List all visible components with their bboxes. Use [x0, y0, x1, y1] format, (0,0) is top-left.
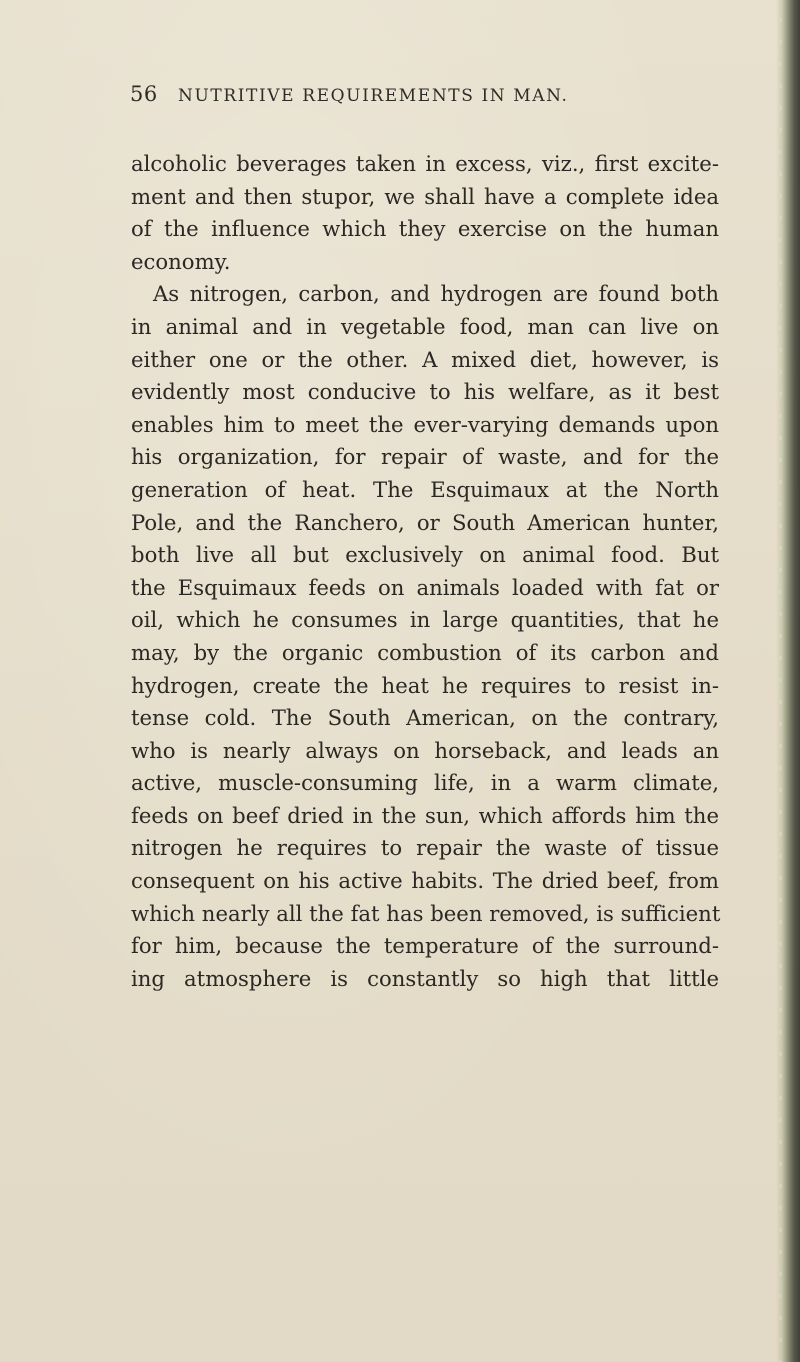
text-line: ing atmosphere is constantly so high that little [131, 965, 719, 991]
text-line: which nearly all the fat has been removed, is sufficient [131, 900, 721, 926]
text-line: may, by the organic combustion of its carbon and [131, 639, 719, 665]
page-edge-texture [779, 0, 782, 1362]
text-line: hydrogen, create the heat he requires to resist in- [131, 672, 719, 698]
text-line: his organization, for repair of waste, and for the [131, 444, 719, 470]
running-head: NUTRITIVE REQUIREMENTS IN MAN. [178, 86, 569, 106]
text-line: of the influence which they exercise on the human [131, 216, 719, 242]
text-line: feeds on beef dried in the sun, which affords him the [131, 802, 719, 828]
page-number: 56 [130, 82, 158, 106]
text-line: consequent on his active habits. The dried beef, from [131, 868, 719, 894]
page-header [130, 82, 770, 114]
text-line: either one or the other. A mixed diet, however, is [131, 346, 719, 372]
text-line: Pole, and the Ranchero, or South American hunter, [131, 509, 719, 535]
text-line: for him, because the temperature of the surround- [131, 933, 719, 959]
text-line: the Esquimaux feeds on animals loaded with fat or [131, 574, 719, 600]
text-line: generation of heat. The Esquimaux at the North [131, 476, 719, 502]
text-line: enables him to meet the ever-varying demands upon [131, 411, 719, 437]
body-text [131, 148, 719, 995]
text-line: economy. [131, 248, 231, 274]
text-line: evidently most conducive to his welfare, as it best [131, 379, 719, 405]
text-line: oil, which he consumes in large quantities, that he [131, 607, 719, 633]
text-line: alcoholic beverages taken in excess, viz., first excite- [131, 151, 719, 176]
text-line: both live all but exclusively on animal food. But [131, 542, 719, 568]
text-line: in animal and in vegetable food, man can live on [131, 313, 719, 339]
text-line: tense cold. The South American, on the contrary, [131, 705, 719, 731]
text-line: who is nearly always on horseback, and leads an [131, 737, 719, 763]
text-line: active, muscle-consuming life, in a warm climate, [131, 770, 719, 796]
text-line: As nitrogen, carbon, and hydrogen are found both [153, 281, 719, 307]
text-line: nitrogen he requires to repair the waste of tissue [131, 835, 719, 861]
text-line: ment and then stupor, we shall have a complete idea [131, 183, 719, 209]
